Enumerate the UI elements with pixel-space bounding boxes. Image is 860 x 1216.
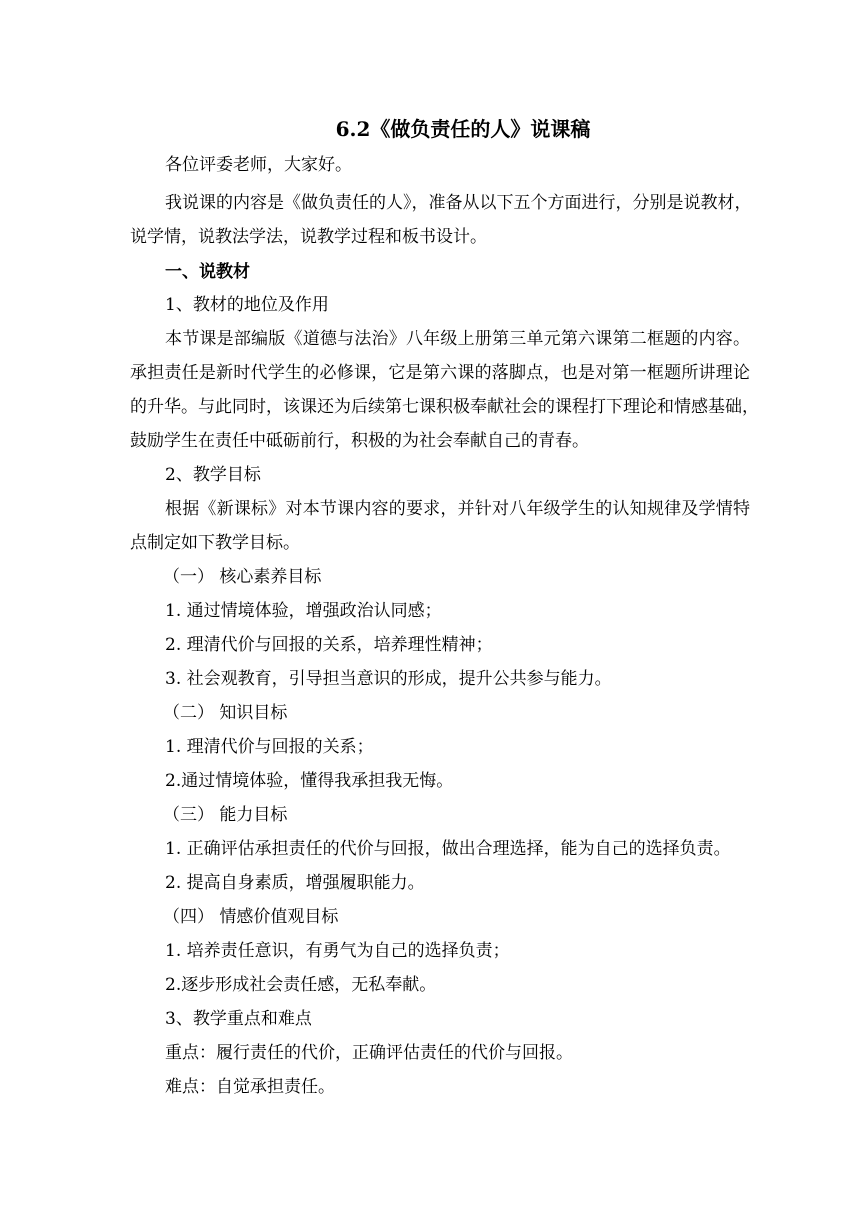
intro-line-2: 说学情，说教法学法，说教学过程和板书设计。 bbox=[130, 227, 487, 247]
list-item: 2.通过情境体验，懂得我承担我无悔。 bbox=[165, 771, 454, 791]
section-heading-textbook: 一、说教材 bbox=[165, 262, 250, 282]
status-para-line-2: 承担责任是新时代学生的必修课，它是第六课的落脚点，也是对第一框题所讲理论 bbox=[130, 363, 750, 383]
subheading-key-difficulty: 3、教学重点和难点 bbox=[165, 1009, 312, 1029]
difficulty-point: 难点：自觉承担责任。 bbox=[165, 1077, 335, 1097]
list-item: 1. 正确评估承担责任的代价与回报，做出合理选择，能为自己的选择负责。 bbox=[165, 839, 731, 859]
goals-para-line-2: 点制定如下教学目标。 bbox=[130, 533, 300, 553]
goals-para-line-1: 根据《新课标》对本节课内容的要求，并针对八年级学生的认知规律及学情特 bbox=[165, 499, 750, 519]
list-item: 2. 提高自身素质，增强履职能力。 bbox=[165, 873, 425, 893]
ability-goals-heading: （三） 能力目标 bbox=[163, 805, 288, 825]
intro-line-1: 我说课的内容是《做负责任的人》，准备从以下五个方面进行，分别是说教材， bbox=[165, 193, 752, 213]
document-title: 6.2《做负责任的人》说课稿 bbox=[335, 117, 591, 141]
list-item: 2.逐步形成社会责任感，无私奉献。 bbox=[165, 975, 437, 995]
knowledge-goals-heading: （二） 知识目标 bbox=[163, 703, 288, 723]
subheading-teaching-goals: 2、教学目标 bbox=[165, 465, 261, 485]
status-para-line-4: 鼓励学生在责任中砥砺前行，积极的为社会奉献自己的青春。 bbox=[130, 431, 589, 451]
list-item: 2. 理清代价与回报的关系，培养理性精神； bbox=[165, 635, 493, 655]
status-para-line-1: 本节课是部编版《道德与法治》八年级上册第三单元第六课第二框题的内容。 bbox=[165, 329, 750, 349]
greeting: 各位评委老师，大家好。 bbox=[165, 155, 352, 175]
key-point: 重点：履行责任的代价，正确评估责任的代价与回报。 bbox=[165, 1043, 573, 1063]
list-item: 1. 通过情境体验，增强政治认同感； bbox=[165, 601, 442, 621]
list-item: 3. 社会观教育，引导担当意识的形成，提升公共参与能力。 bbox=[165, 669, 612, 689]
core-goals-heading: （一） 核心素养目标 bbox=[163, 567, 322, 587]
status-para-line-3: 的升华。与此同时，该课还为后续第七课积极奉献社会的课程打下理论和情感基础， bbox=[130, 397, 759, 417]
list-item: 1. 理清代价与回报的关系； bbox=[165, 737, 374, 757]
list-item: 1. 培养责任意识，有勇气为自己的选择负责； bbox=[165, 941, 510, 961]
emotion-goals-heading: （四） 情感价值观目标 bbox=[163, 907, 339, 927]
subheading-status-role: 1、教材的地位及作用 bbox=[165, 295, 329, 315]
